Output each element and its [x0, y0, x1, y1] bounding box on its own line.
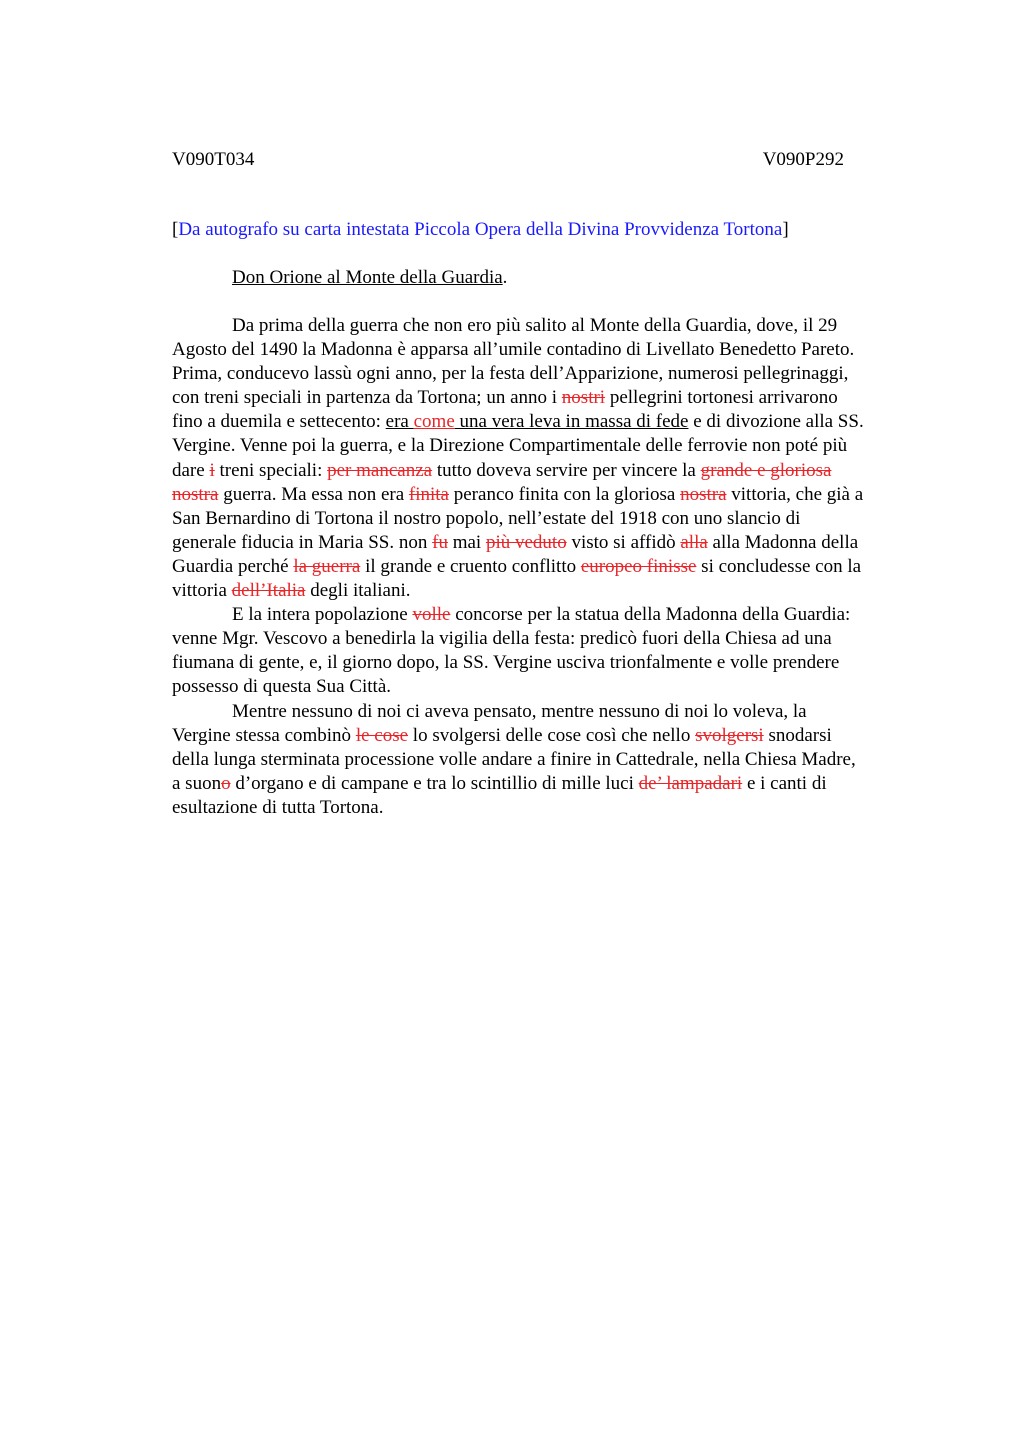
text-segment: alla Madonna della — [707, 531, 859, 553]
deleted-text: nostra — [680, 483, 727, 505]
deleted-text: volle — [412, 604, 451, 626]
body-line — [172, 314, 924, 338]
body-line — [172, 724, 924, 748]
document-header — [172, 148, 844, 172]
deleted-text: la guerra — [293, 555, 361, 577]
body-line — [172, 651, 924, 675]
body-line — [172, 772, 924, 796]
document-body — [172, 314, 924, 820]
text-segment: guerra. Ma essa non era — [218, 483, 409, 505]
deleted-text: i — [209, 459, 215, 481]
body-line — [172, 507, 924, 531]
body-line — [172, 603, 924, 627]
body-line — [172, 531, 924, 555]
text-segment: Vergine stessa combinò — [172, 724, 356, 746]
deleted-text: dell’Italia — [231, 580, 306, 602]
text-segment: Vergine. Venne poi la guerra, e la Direzione Compartimentale delle ferrovie non poté più — [172, 435, 848, 457]
text-segment: Agosto del 1490 la Madonna è apparsa all’umile contadino di Livellato Benedetto Pareto. — [172, 339, 855, 361]
text-segment: Da prima della guerra che non ero più salito al Monte della Guardia, dove, il 29 — [232, 315, 838, 336]
deleted-text: alla — [680, 531, 708, 553]
body-line — [172, 555, 924, 579]
deleted-text: come — [413, 411, 455, 433]
body-line — [172, 338, 924, 362]
text-segment: Prima, conducevo lassù ogni anno, per la festa dell’Apparizione, numerosi pellegrinaggi, — [172, 363, 849, 385]
source-note-text: Da autografo su carta intestata Piccola Opera della Divina Provvidenza Tortona — [178, 219, 783, 240]
text-segment: mai — [447, 531, 486, 553]
body-line — [172, 434, 924, 458]
text-segment: visto si affidò — [566, 531, 681, 553]
text-segment: il grande e cruento conflitto — [360, 555, 581, 577]
body-line — [172, 748, 924, 772]
deleted-text: fu — [432, 531, 448, 553]
text-segment: esultazione di tutta Tortona. — [172, 796, 384, 818]
text-segment: dare — [172, 459, 210, 481]
underlined-text: era — [385, 411, 414, 433]
text-segment: pellegrini tortonesi arrivarono — [605, 387, 838, 409]
title-period: . — [502, 267, 508, 288]
text-segment: della lunga sterminata processione volle andare a finire in Cattedrale, nella Chiesa Madre, — [172, 748, 856, 770]
deleted-text: per mancanza — [327, 459, 433, 481]
source-note-close-bracket: ] — [782, 219, 789, 240]
text-segment: possesso di questa Sua Città. — [172, 676, 392, 698]
deleted-text: o — [221, 772, 231, 794]
text-segment: generale fiducia in Maria SS. non — [172, 531, 433, 553]
text-segment: d’organo e di campane e tra lo scintillio di mille luci — [230, 772, 639, 794]
text-segment: treni speciali: — [214, 459, 328, 481]
body-line — [172, 675, 924, 699]
deleted-text: le cose — [355, 724, 409, 746]
text-segment: peranco finita con la gloriosa — [449, 483, 681, 505]
body-line — [172, 459, 924, 483]
text-segment: si concludesse con la — [696, 555, 862, 577]
text-segment: E la intera popolazione — [232, 604, 413, 626]
text-segment: concorse per la statua della Madonna della Guardia: — [450, 604, 851, 626]
deleted-text: grande e gloriosa — [700, 459, 832, 481]
text-segment: Guardia perché — [172, 555, 294, 577]
document-code-right: V090P292 — [762, 149, 844, 170]
deleted-text: finita — [408, 483, 449, 505]
source-note — [172, 218, 789, 242]
text-segment: con treni speciali in partenza da Tortona; un anno i — [172, 387, 562, 409]
body-line — [172, 579, 924, 603]
text-segment: lo svolgersi delle cose così che nello — [408, 724, 696, 746]
body-line — [172, 483, 924, 507]
deleted-text: nostri — [561, 387, 606, 409]
body-line — [172, 627, 924, 651]
body-line — [172, 796, 924, 820]
deleted-text: nostra — [172, 483, 219, 505]
document-title — [232, 266, 507, 290]
body-line — [172, 386, 924, 410]
deleted-text: più veduto — [485, 531, 567, 553]
text-segment: a suon — [172, 772, 222, 794]
deleted-text: de’ lampadari — [638, 772, 743, 794]
deleted-text: svolgersi — [695, 724, 764, 746]
deleted-text: europeo finisse — [580, 555, 697, 577]
underlined-text: una vera leva in massa di fede — [454, 411, 689, 433]
body-line — [172, 700, 924, 724]
text-segment: venne Mgr. Vescovo a benedirla la vigilia della festa: predicò fuori della Chiesa ad una — [172, 628, 832, 650]
text-segment: tutto doveva servire per vincere la — [432, 459, 701, 481]
text-segment: e di divozione alla SS. — [688, 411, 864, 433]
text-segment: snodarsi — [763, 724, 832, 746]
body-line — [172, 362, 924, 386]
text-segment: fiumana di gente, e, il giorno dopo, la SS. Vergine usciva trionfalmente e volle prendere — [172, 652, 840, 674]
text-segment: degli italiani. — [305, 580, 411, 602]
text-segment: e i canti di — [742, 772, 827, 794]
text-segment: fino a duemila e settecento: — [172, 411, 386, 433]
body-line — [172, 410, 924, 434]
text-segment: vittoria — [172, 580, 232, 602]
document-code-left: V090T034 — [172, 149, 255, 170]
source-note-open-bracket: [ — [172, 219, 179, 240]
text-segment: San Bernardino di Tortona il nostro popolo, nell’estate del 1918 con uno slancio di — [172, 507, 801, 529]
text-segment: Mentre nessuno di noi ci aveva pensato, mentre nessuno di noi lo voleva, la — [232, 700, 807, 722]
text-segment: vittoria, che già a — [726, 483, 864, 505]
title-text: Don Orione al Monte della Guardia — [232, 267, 503, 288]
